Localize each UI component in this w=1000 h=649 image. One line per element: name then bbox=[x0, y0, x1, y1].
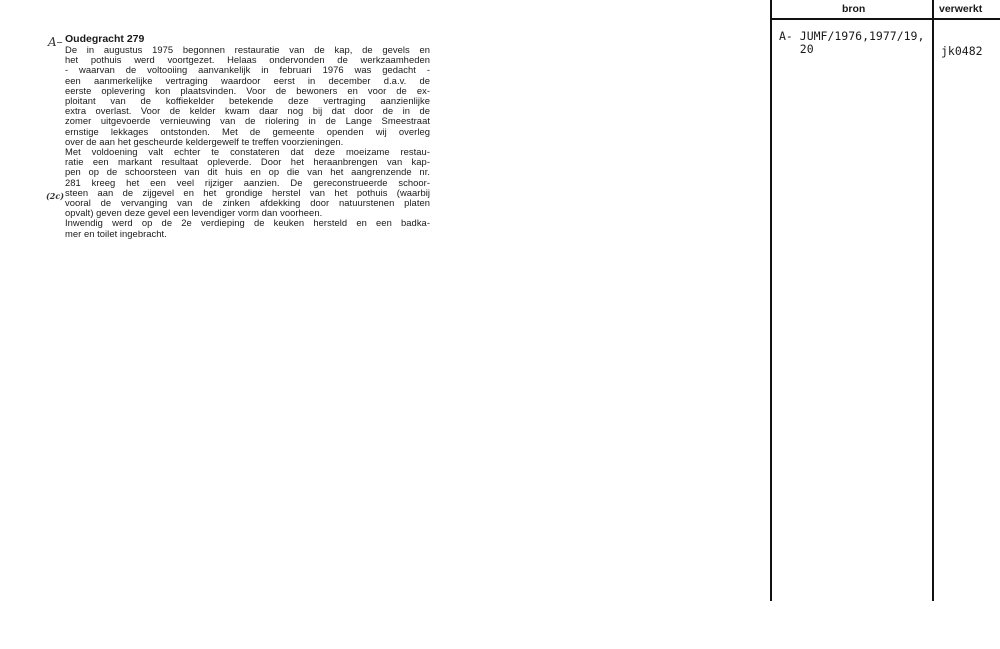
entry-line: een aanmerkelijke vertraging waardoor eerst in december d.a.v. de bbox=[65, 74, 430, 86]
entry-line: pen op de schoorsteen van dit huis en op die van het aangrenzende nr. bbox=[65, 166, 430, 178]
column-divider-middle bbox=[932, 0, 934, 601]
verwerkt-code: jk0482 bbox=[941, 44, 983, 58]
entry-line: eerste oplevering kon plaatsvinden. Voor de bewoners en voor de ex- bbox=[65, 84, 430, 96]
entry-line: Inwendig werd op de 2e verdieping de keuken hersteld en een badka- bbox=[65, 217, 430, 229]
entry-line: vooral de vervanging van de zinken afdekking door natuurstenen platen bbox=[65, 197, 430, 209]
column-divider-left bbox=[770, 0, 772, 601]
header-rule bbox=[770, 18, 1000, 20]
entry-line: zomer uitgevoerde vernieuwing van de riolering in de Lange Smeestraat bbox=[65, 115, 430, 127]
entry-line: over de aan het gescheurde keldergewelf te treffen voorzieningen. bbox=[65, 135, 344, 147]
entry-line: opvalt) geven deze gevel een levendiger vorm dan voorheen. bbox=[65, 207, 323, 219]
entry-line: het pothuis werd voortgezet. Helaas ondervonden de werkzaamheden bbox=[65, 54, 430, 66]
entry-line: mer en toilet ingebracht. bbox=[65, 227, 167, 239]
bron-column-header: bron bbox=[842, 3, 866, 15]
entry-block bbox=[65, 33, 430, 239]
entry-letter-mark: A– bbox=[48, 35, 63, 49]
entry-line: Met voldoening valt echter te constateren dat deze moeizame restau- bbox=[65, 146, 430, 158]
entry-line: ratie een markant resultaat opleverde. Door het heraanbrengen van kap- bbox=[65, 156, 430, 168]
entry-line: 281 kreeg het een veel rijziger aanzien. De gereconstrueerde schoor- bbox=[65, 176, 430, 188]
entry-line: steen aan de zijgevel en het grondige herstel van het pothuis (waarbij bbox=[65, 186, 430, 198]
entry-title: Oudegracht 279 bbox=[65, 33, 145, 45]
bron-reference: A- JUMF/1976,1977/19, 20 bbox=[779, 29, 925, 56]
entry-line: De in augustus 1975 begonnen restauratie van de kap, de gevels en bbox=[65, 44, 430, 55]
entry-line: - waarvan de voltooiing aanvankelijk in februari 1976 was gedacht - bbox=[65, 64, 430, 76]
entry-line: ploitant van de koffiekelder betekende deze vertraging aanzienlijke bbox=[65, 95, 430, 107]
entry-line: ernstige lekkages ontstonden. Met de gemeente openden wij overleg bbox=[65, 125, 430, 137]
margin-annotation: (2c) bbox=[46, 191, 65, 201]
verwerkt-column-header: verwerkt bbox=[939, 3, 983, 15]
entry-line: extra overlast. Voor de kelder kwam daar nog bij dat door de in de bbox=[65, 105, 430, 117]
